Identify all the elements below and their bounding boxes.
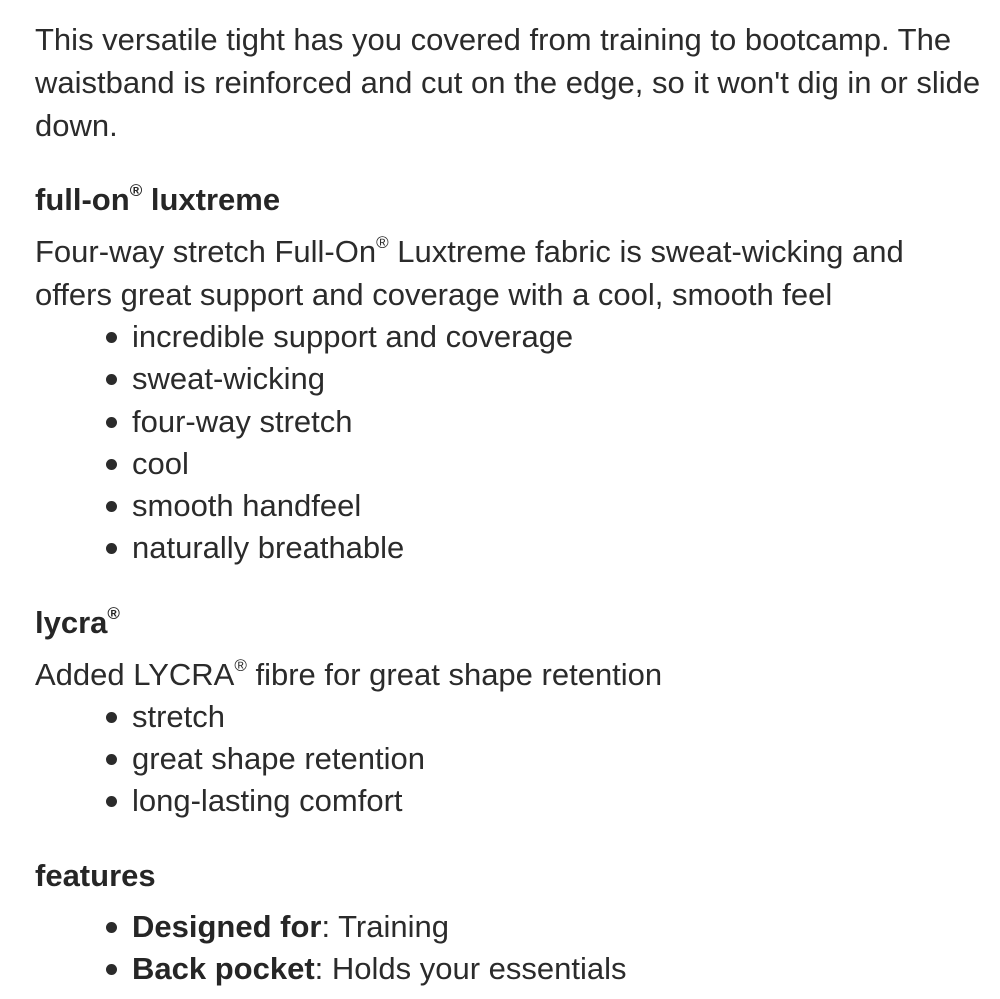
feature-value: : Training [321, 908, 449, 944]
bullet-icon [106, 922, 117, 933]
description-part: Four-way stretch Full-On [35, 234, 377, 269]
list-item-text: naturally breathable [132, 530, 405, 566]
list-item [103, 316, 985, 358]
section-title-lycra [35, 601, 985, 653]
section-title-features: features [35, 857, 156, 893]
intro-text: This versatile tight has you covered from training to bootcamp. The waistband is reinforced and cut on the edge, so it won't dig in or slide down. [35, 22, 981, 143]
list-item-text: incredible support and coverage [132, 319, 574, 354]
bullet-icon [106, 754, 117, 765]
list-item [103, 780, 985, 822]
bullet-icon [106, 459, 117, 470]
registered-mark: ® [107, 603, 120, 623]
registered-mark: ® [376, 233, 389, 252]
bullet-icon [106, 964, 117, 975]
list-item-text: long-lasting comfort [132, 783, 403, 819]
list-item [103, 443, 985, 485]
product-description [35, 18, 985, 990]
list-item-text: cool [132, 445, 189, 481]
registered-mark: ® [129, 181, 143, 200]
list-item-text: great shape retention [132, 741, 425, 777]
description-part: fibre for great shape retention [246, 656, 663, 692]
section-features [35, 854, 985, 991]
feature-value: : Holds your essentials [314, 950, 627, 986]
list-item-text: sweat-wicking [132, 361, 325, 397]
luxtreme-benefits-list [35, 316, 985, 570]
list-item [103, 485, 985, 527]
bullet-icon [106, 374, 117, 385]
list-item [103, 738, 985, 780]
section-full-on-luxtreme [35, 178, 985, 570]
list-item-text: stretch [132, 698, 226, 734]
feature-label: Designed for [132, 908, 322, 944]
list-item-text: four-way stretch [132, 403, 353, 439]
list-item [103, 696, 985, 738]
section-description [35, 653, 985, 696]
description-part: Luxtreme fabric is sweat-wicking and offers great support and coverage with a cool, smooth feel [35, 234, 904, 312]
bullet-icon [106, 417, 117, 428]
section-title-text: lycra [35, 604, 108, 640]
feature-item [103, 948, 985, 990]
registered-mark: ® [234, 655, 247, 675]
features-list [35, 906, 985, 991]
section-title-text: full-on [35, 182, 130, 217]
bullet-icon [106, 543, 117, 554]
list-item [103, 527, 985, 569]
list-item [103, 358, 985, 400]
bullet-icon [106, 796, 117, 807]
description-part: Added LYCRA [35, 656, 235, 692]
bullet-icon [106, 712, 117, 723]
feature-item [103, 906, 985, 948]
bullet-icon [106, 501, 117, 512]
list-item-text: smooth handfeel [132, 488, 362, 524]
bullet-icon [106, 332, 117, 343]
lycra-benefits-list [35, 696, 985, 823]
section-description [35, 230, 985, 316]
list-item [103, 401, 985, 443]
section-title-luxtreme [35, 178, 985, 230]
section-lycra [35, 601, 985, 823]
section-title-rest: luxtreme [142, 182, 281, 217]
feature-label: Back pocket [132, 950, 315, 986]
